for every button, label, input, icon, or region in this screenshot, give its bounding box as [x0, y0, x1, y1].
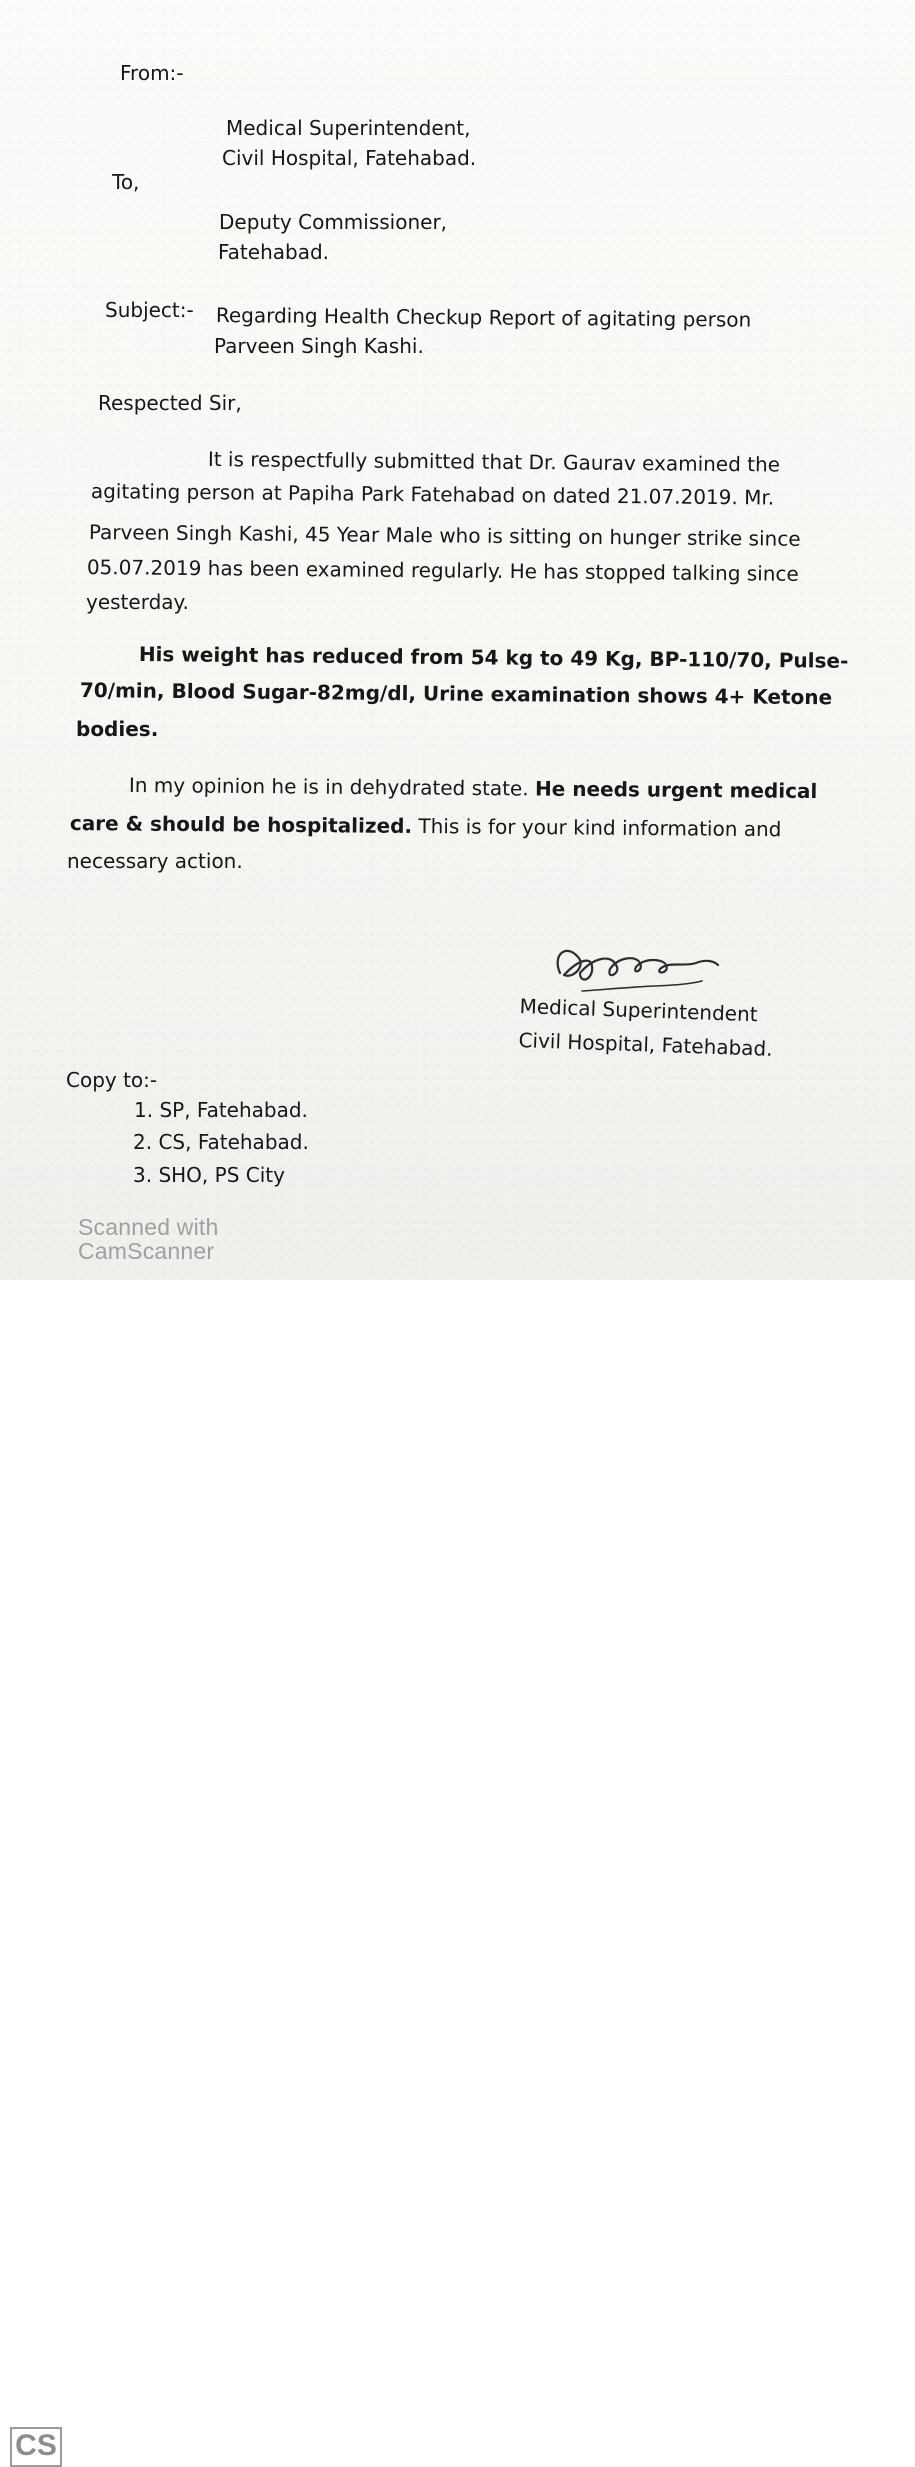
- paragraph-1-line-1: It is respectfully submitted that Dr. Gaurav examined the: [207, 447, 781, 477]
- paragraph-3-line-1-regular: In my opinion he is in dehydrated state.: [128, 773, 536, 801]
- to-line-2: Fatehabad.: [218, 240, 330, 264]
- subject-line-2: Parveen Singh Kashi.: [214, 334, 424, 358]
- copy-to-item-3: 3. SHO, PS City: [133, 1163, 285, 1187]
- paragraph-1-line-3: Parveen Singh Kashi, 45 Year Male who is sitting on hunger strike since: [88, 520, 801, 551]
- camscanner-line-1: Scanned with: [78, 1214, 219, 1240]
- subject-label: Subject:-: [105, 298, 194, 322]
- salutation: Respected Sir,: [98, 391, 242, 415]
- paragraph-3-line-2-bold: care & should be hospitalized.: [69, 811, 413, 838]
- paragraph-2-line-2: 70/min, Blood Sugar-82mg/dl, Urine examination shows 4+ Ketone: [79, 678, 833, 710]
- from-label: From:-: [120, 61, 184, 85]
- copy-to-item-1: 1. SP, Fatehabad.: [134, 1098, 308, 1122]
- signature-office: Civil Hospital, Fatehabad.: [518, 1028, 774, 1061]
- subject-line-1: Regarding Health Checkup Report of agitating person: [215, 303, 752, 332]
- paragraph-1-line-2: agitating person at Papiha Park Fatehabad on dated 21.07.2019. Mr.: [90, 479, 775, 510]
- camscanner-line-2: CamScanner: [78, 1238, 215, 1264]
- paragraph-3-line-1: [129, 773, 818, 804]
- paragraph-3-line-2-regular: This is for your kind information and: [411, 813, 782, 842]
- paragraph-3-line-2: [70, 811, 782, 842]
- paragraph-2-line-3: bodies.: [76, 717, 159, 741]
- paragraph-3-line-3: necessary action.: [67, 849, 243, 873]
- from-line-1: Medical Superintendent,: [226, 116, 471, 140]
- from-line-2: Civil Hospital, Fatehabad.: [222, 146, 477, 170]
- to-label: To,: [112, 170, 140, 194]
- paragraph-3-line-1-bold: He needs urgent medical: [534, 776, 818, 804]
- camscanner-watermark: [0, 1210, 260, 2462]
- paragraph-1-line-5: yesterday.: [86, 590, 189, 614]
- camscanner-logo: CS: [10, 2427, 62, 2467]
- copy-to-label: Copy to:-: [66, 1068, 158, 1092]
- paragraph-1-line-4: 05.07.2019 has been examined regularly. He has stopped talking since: [86, 555, 799, 586]
- paragraph-2-line-1: His weight has reduced from 54 kg to 49 Kg, BP-110/70, Pulse-: [138, 642, 849, 673]
- to-line-1: Deputy Commissioner,: [219, 210, 448, 234]
- copy-to-item-2: 2. CS, Fatehabad.: [133, 1130, 309, 1154]
- signature-title: Medical Superintendent: [519, 994, 759, 1027]
